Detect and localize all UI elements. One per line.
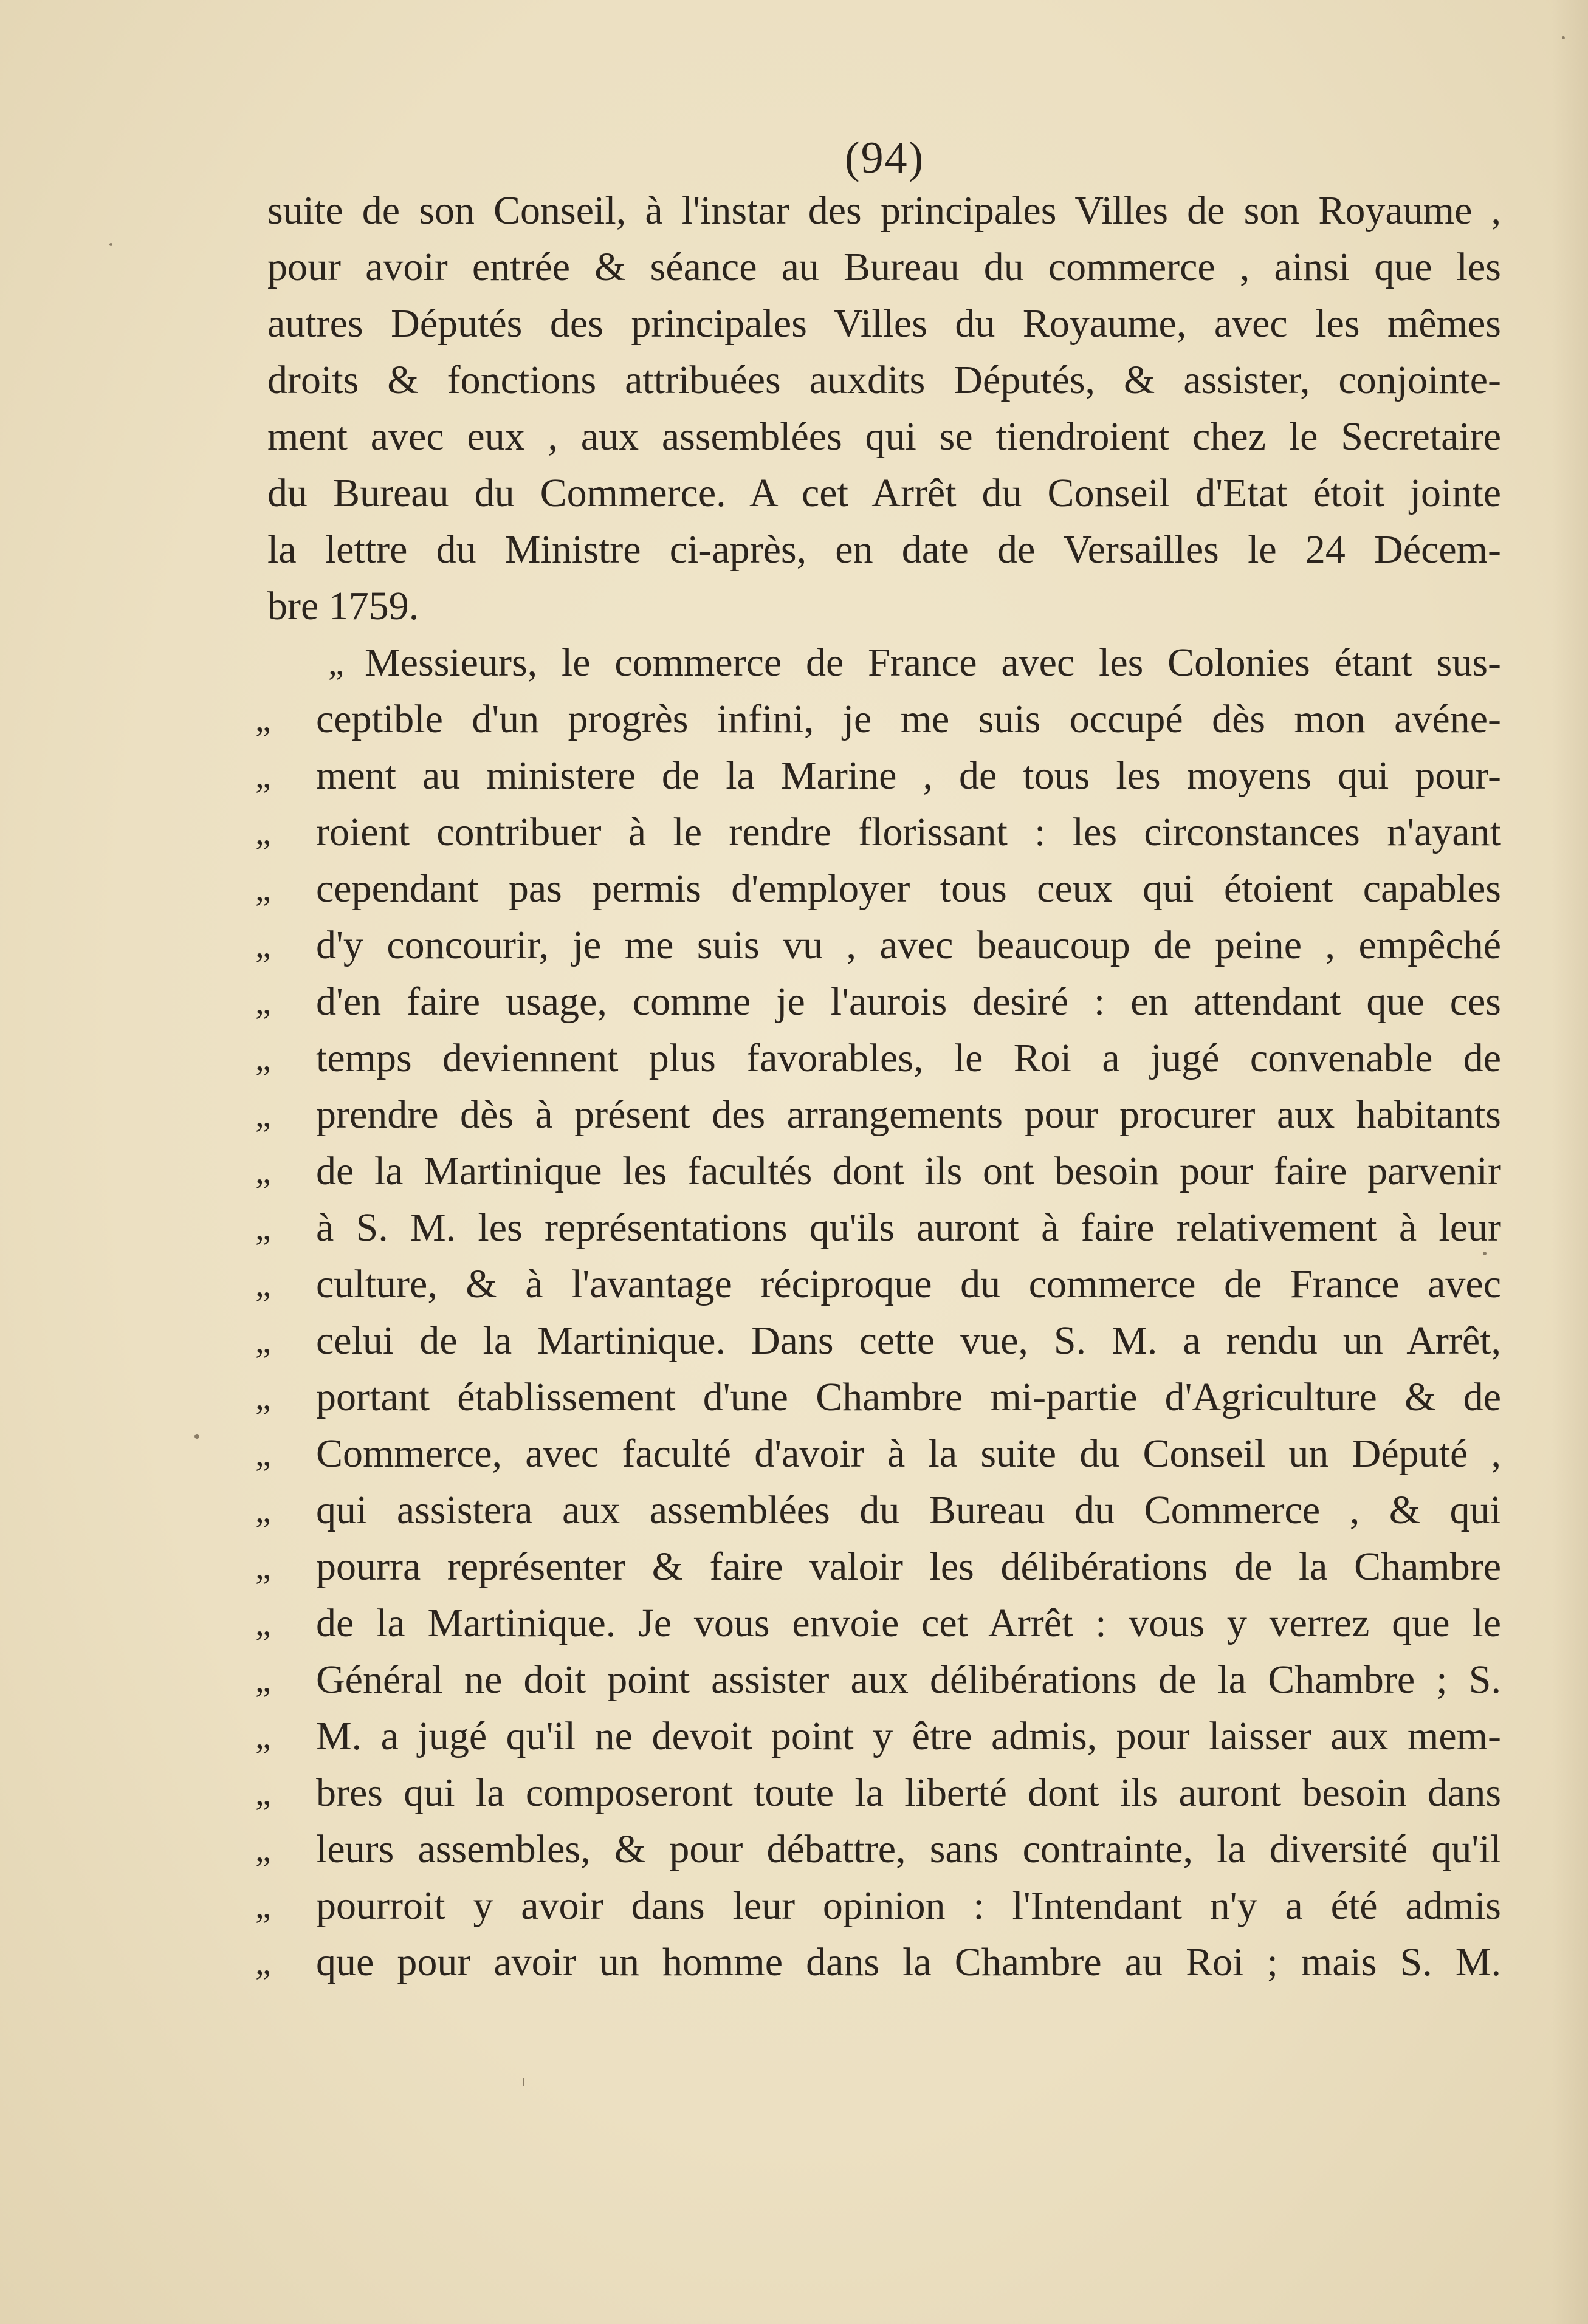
paragraph-line: du Bureau du Commerce. A cet Arrêt du Conseil d'Etat étoit jointe [267,471,1501,515]
letter-line [255,1086,1501,1143]
paragraph-line: autres Députés des principales Villes du Royaume, avec les mêmes [267,301,1501,346]
quote-mark: „ [255,699,271,739]
letter-text: de la Martinique les facultés dont ils ont besoin pour faire parvenir [316,1149,1501,1193]
letter-text: bres qui la composeront toute la liberté dont ils auront besoin dans [316,1770,1501,1815]
quote-mark: „ [255,812,271,852]
quote-mark: „ [328,643,344,682]
letter-text: pourra représenter & faire valoir les délibérations de la Chambre [316,1544,1501,1589]
quote-mark: „ [255,1321,271,1360]
quote-mark: „ [255,1264,271,1304]
quote-mark: „ [255,1095,271,1134]
letter-line [255,1595,1501,1651]
paper-speck [109,243,112,246]
letter-text: Général ne doit point assister aux délibérations de la Chambre ; S. [316,1657,1501,1702]
letter-line [255,1312,1501,1369]
letter-line [255,1538,1501,1595]
quote-mark: „ [255,1547,271,1586]
quote-mark: „ [255,1151,271,1191]
letter-line [255,1256,1501,1312]
quote-mark: „ [255,1490,271,1530]
letter-text: roient contribuer à le rendre florissant : les circonstances n'ayant [316,810,1501,854]
page-number: (94) [845,133,925,183]
quote-mark: „ [255,1660,271,1699]
letter-line [255,1934,1501,1990]
paper-speck [194,1434,199,1439]
letter-text: ment au ministere de la Marine , de tous les moyens qui pour- [316,753,1501,798]
quote-mark: „ [255,925,271,965]
quote-mark: „ [255,982,271,1021]
letter-text: M. a jugé qu'il ne devoit point y être admis, pour laisser aux mem- [316,1714,1501,1758]
letter-text: portant établissement d'une Chambre mi-partie d'Agriculture & de [316,1375,1501,1419]
page-edge-shadow [1552,0,1588,2324]
letter-line [255,1369,1501,1425]
letter-text: celui de la Martinique. Dans cette vue, S. M. a rendu un Arrêt, [316,1318,1501,1363]
letter-text: ceptible d'un progrès infini, je me suis occupé dès mon avéne- [316,697,1501,741]
letter-line [255,1030,1501,1086]
letter-line [255,1482,1501,1538]
letter-line [255,1708,1501,1764]
quote-mark: „ [255,1038,271,1078]
letter-line [255,860,1501,917]
letter-line [255,973,1501,1030]
paragraph-line: ment avec eux , aux assemblées qui se tiendroient chez le Secretaire [267,414,1501,459]
letter-line [255,1651,1501,1708]
letter-line [255,1877,1501,1934]
quote-mark: „ [255,756,271,795]
letter-text: de la Martinique. Je vous envoie cet Arrêt : vous y verrez que le [316,1601,1501,1645]
letter-text: prendre dès à présent des arrangements pour procurer aux habitants [316,1092,1501,1137]
letter-text: cependant pas permis d'employer tous ceux qui étoient capables [316,866,1501,911]
paragraph-line: suite de son Conseil, à l'instar des principales Villes de son Royaume , [267,188,1501,233]
letter-line [255,1764,1501,1821]
letter-line [255,1199,1501,1256]
letter-line [255,691,1501,747]
paper-speck [1562,36,1565,39]
letter-line [255,1143,1501,1199]
letter-text: Commerce, avec faculté d'avoir à la suite du Conseil un Député , [316,1431,1501,1476]
letter-text: que pour avoir un homme dans la Chambre au Roi ; mais S. M. [316,1940,1501,1984]
paper-speck [1483,1252,1487,1255]
quote-mark: „ [255,1773,271,1812]
letter-text: Messieurs, le commerce de France avec les Colonies étant sus- [365,640,1501,685]
letter-text: d'y concourir, je me suis vu , avec beaucoup de peine , empêché [316,923,1501,967]
quote-mark: „ [255,1829,271,1869]
quote-mark: „ [255,1942,271,1982]
quote-mark: „ [255,869,271,908]
letter-text: d'en faire usage, comme je l'aurois desiré : en attendant que ces [316,979,1501,1024]
letter-line [255,1425,1501,1482]
paragraph-line: droits & fonctions attribuées auxdits Députés, & assister, conjointe- [267,358,1501,402]
letter-text: à S. M. les représentations qu'ils auront à faire relativement à leur [316,1205,1501,1250]
letter-text: qui assistera aux assemblées du Bureau du Commerce , & qui [316,1488,1501,1532]
paragraph-line: la lettre du Ministre ci-après, en date de Versailles le 24 Décem- [267,527,1501,572]
letter-text: culture, & à l'avantage réciproque du commerce de France avec [316,1262,1501,1306]
letter-text: leurs assembles, & pour débattre, sans contrainte, la diversité qu'il [316,1827,1501,1871]
paragraph-line: bre 1759. [267,584,419,628]
letter-line [255,917,1501,973]
letter-line [255,747,1501,804]
quote-mark: „ [255,1603,271,1643]
letter-line [255,804,1501,860]
letter-line [267,634,1501,691]
paper-speck [523,2078,524,2086]
quote-mark: „ [255,1377,271,1417]
quote-mark: „ [255,1434,271,1473]
quote-mark: „ [255,1886,271,1925]
letter-text: pourroit y avoir dans leur opinion : l'Intendant n'y a été admis [316,1884,1501,1928]
paragraph-line: pour avoir entrée & séance au Bureau du commerce , ainsi que les [267,245,1501,289]
quote-mark: „ [255,1716,271,1756]
quote-mark: „ [255,1208,271,1247]
page-text [255,182,1501,1990]
letter-text: temps deviennent plus favorables, le Roi a jugé convenable de [316,1036,1501,1080]
letter-line [255,1821,1501,1877]
